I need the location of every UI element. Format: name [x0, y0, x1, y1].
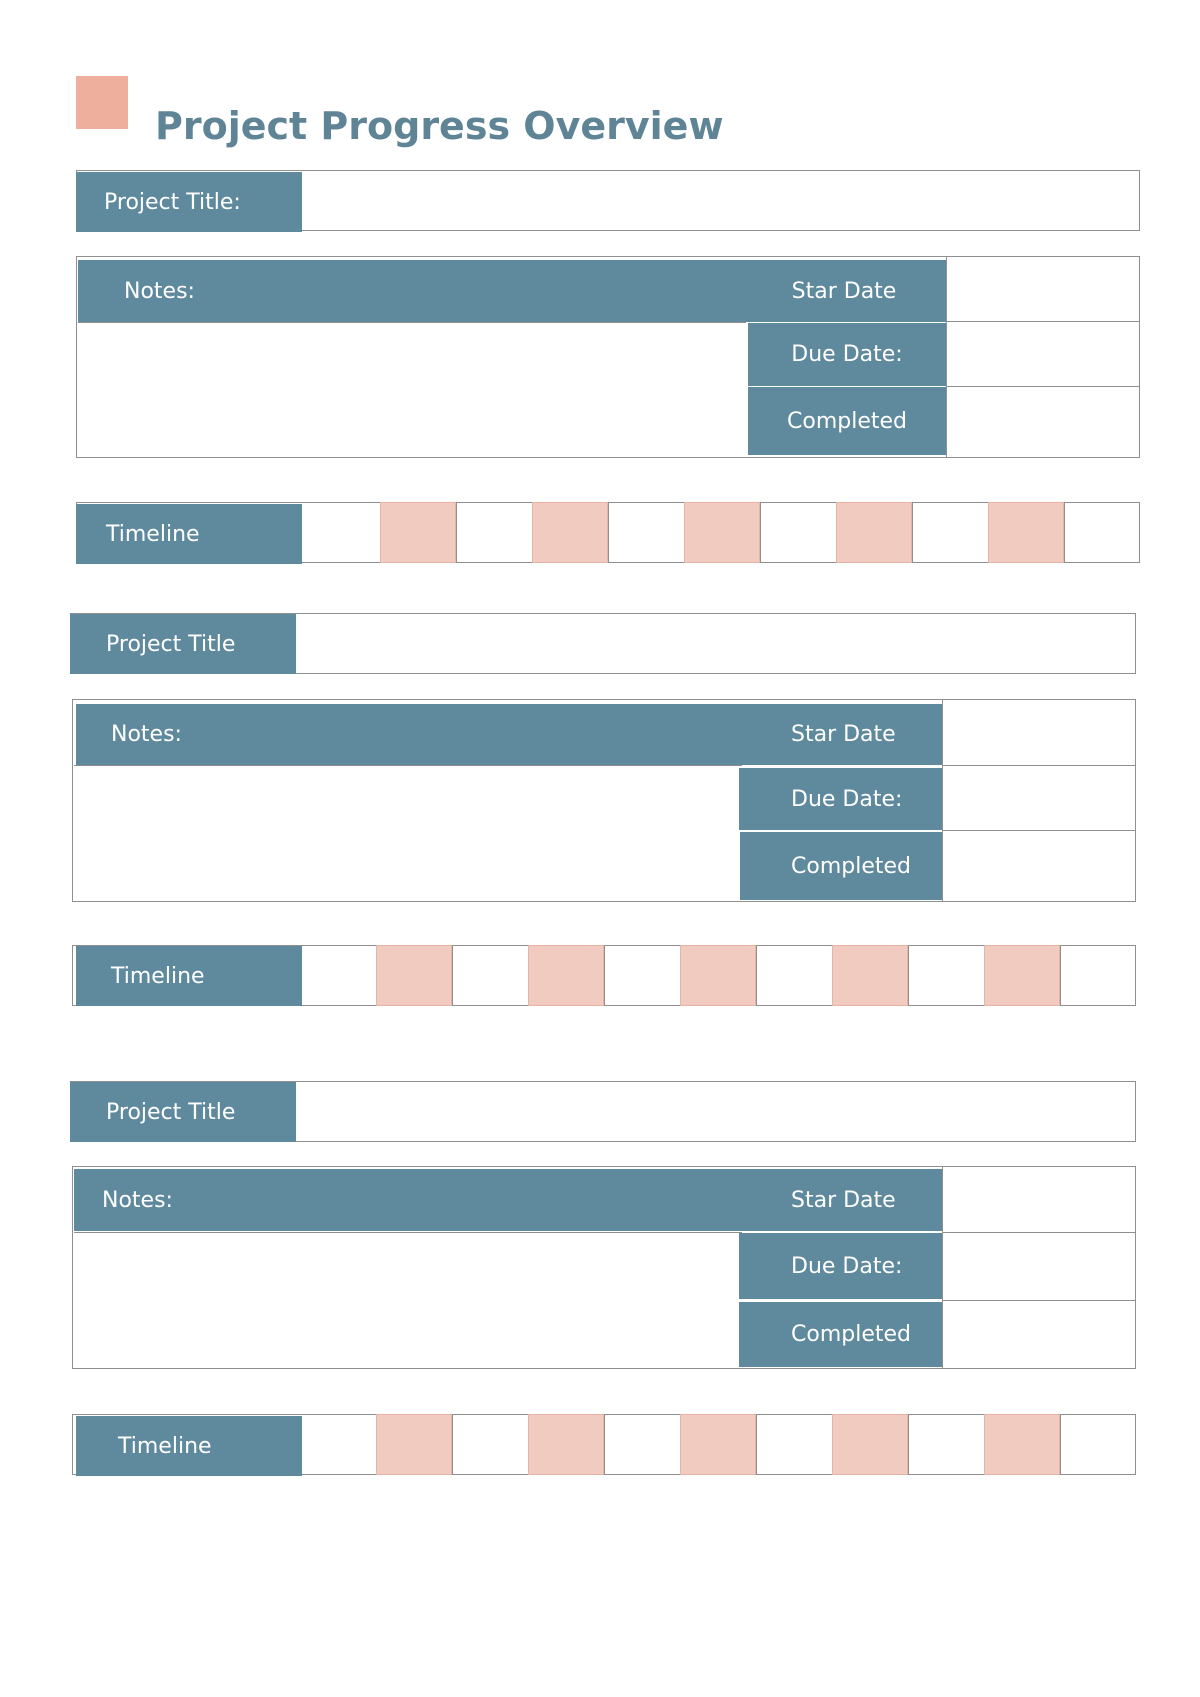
timeline-cell[interactable]	[452, 945, 528, 1006]
timeline-label: Timeline	[76, 946, 302, 1006]
timeline-cell[interactable]	[608, 502, 684, 563]
start-date-field[interactable]	[948, 258, 1138, 320]
notes-label: Notes:	[74, 1169, 746, 1231]
timeline-cell[interactable]	[680, 1414, 756, 1475]
timeline-label: Timeline	[76, 504, 302, 564]
notes-label: Notes:	[76, 704, 746, 765]
timeline-cell[interactable]	[376, 1414, 452, 1475]
timeline-cell[interactable]	[988, 502, 1064, 563]
notes-label: Notes:	[78, 260, 742, 322]
completed-field[interactable]	[944, 1302, 1134, 1367]
start-date-field[interactable]	[944, 701, 1134, 764]
timeline-cell[interactable]	[1064, 502, 1140, 563]
completed-field[interactable]	[948, 388, 1138, 456]
due-date-label: Due Date:	[739, 768, 942, 830]
timeline-cell[interactable]	[380, 502, 456, 563]
start-date-label: Star Date	[742, 260, 946, 322]
timeline-cell[interactable]	[604, 945, 680, 1006]
timeline-cell[interactable]	[528, 945, 604, 1006]
timeline-cell[interactable]	[680, 945, 756, 1006]
timeline-cell[interactable]	[760, 502, 836, 563]
start-date-label: Star Date	[746, 704, 942, 765]
timeline-cell[interactable]	[528, 1414, 604, 1475]
timeline-cell[interactable]	[1060, 1414, 1136, 1475]
timeline-cell[interactable]	[756, 945, 832, 1006]
due-date-field[interactable]	[948, 323, 1138, 385]
timeline-cell[interactable]	[908, 1414, 984, 1475]
page-title: Project Progress Overview	[155, 104, 724, 148]
timeline-cell[interactable]	[984, 945, 1060, 1006]
due-date-label: Due Date:	[748, 323, 946, 386]
project-title-label: Project Title	[70, 614, 296, 674]
timeline-cell[interactable]	[984, 1414, 1060, 1475]
timeline-cell[interactable]	[912, 502, 988, 563]
completed-label: Completed	[739, 1302, 942, 1367]
start-date-field[interactable]	[944, 1168, 1134, 1231]
timeline-cell[interactable]	[908, 945, 984, 1006]
completed-label: Completed	[740, 832, 942, 900]
completed-label: Completed	[748, 387, 946, 455]
start-date-label: Star Date	[746, 1169, 942, 1231]
project-title-label: Project Title	[70, 1082, 296, 1142]
timeline-cell[interactable]	[302, 1414, 376, 1475]
due-date-field[interactable]	[944, 1234, 1134, 1299]
timeline-cell[interactable]	[832, 945, 908, 1006]
timeline-cell[interactable]	[376, 945, 452, 1006]
timeline-cell[interactable]	[302, 945, 376, 1006]
timeline-label: Timeline	[76, 1416, 302, 1476]
due-date-field[interactable]	[944, 767, 1134, 829]
timeline-cell[interactable]	[836, 502, 912, 563]
timeline-cell[interactable]	[456, 502, 532, 563]
timeline-cell[interactable]	[756, 1414, 832, 1475]
due-date-label: Due Date:	[739, 1233, 942, 1299]
notes-field[interactable]	[74, 766, 739, 900]
timeline-cell[interactable]	[684, 502, 760, 563]
completed-field[interactable]	[944, 832, 1134, 900]
timeline-cell[interactable]	[302, 502, 380, 563]
timeline-cell[interactable]	[832, 1414, 908, 1475]
project-title-label: Project Title:	[76, 172, 302, 232]
timeline-cell[interactable]	[452, 1414, 528, 1475]
accent-square	[76, 76, 128, 129]
notes-field[interactable]	[78, 323, 748, 456]
timeline-cell[interactable]	[1060, 945, 1136, 1006]
timeline-cell[interactable]	[532, 502, 608, 563]
notes-field[interactable]	[74, 1233, 739, 1367]
timeline-cell[interactable]	[604, 1414, 680, 1475]
